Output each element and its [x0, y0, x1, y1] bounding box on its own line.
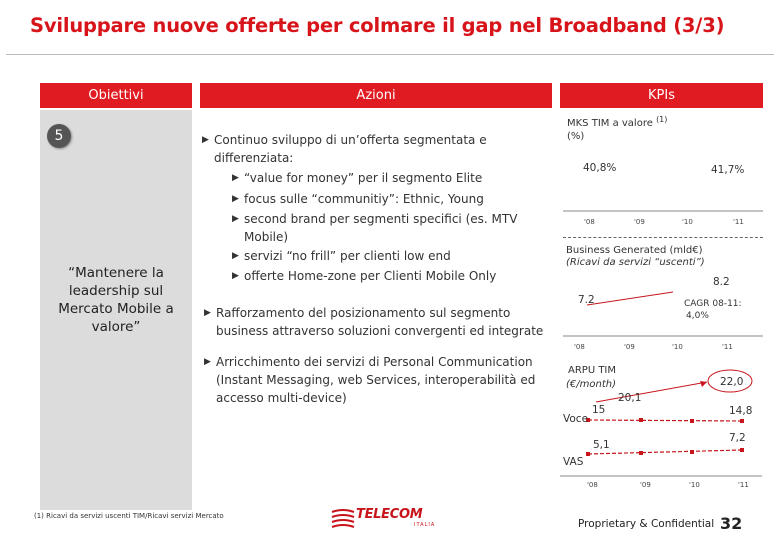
kpi3-voce-line: [588, 420, 742, 421]
action-subitem-text: offerte Home-zone per Clienti Mobile Only: [244, 269, 497, 283]
kpi3-vas-point: [740, 448, 744, 452]
action-subitem-text: servizi “no frill” per clienti low end: [244, 249, 451, 263]
kpi3-vas-line: [588, 450, 742, 454]
action-subitem: [232, 190, 534, 208]
kpi3-vas-start: 5,1: [593, 439, 610, 451]
triangle-bullet-icon: ▶: [232, 194, 239, 204]
kpi1-tick: '10: [682, 218, 693, 226]
kpi1-tick: '09: [634, 218, 645, 226]
kpi1-chart: [563, 170, 763, 220]
triangle-bullet-icon: ▶: [232, 271, 239, 281]
triangle-bullet-icon: ▶: [204, 308, 211, 318]
action-subitem: [232, 267, 544, 285]
kpi1-title-text: MKS TIM a valore: [567, 118, 653, 129]
triangle-bullet-icon: ▶: [232, 173, 239, 183]
kpi3-tick: '11: [738, 481, 749, 489]
kpi3-total-arrow: [596, 382, 707, 402]
kpi2-start-value: 7.2: [578, 294, 595, 306]
kpi3-voce-point: [740, 419, 744, 423]
header-actions: Azioni: [200, 83, 552, 108]
action-item: [202, 131, 514, 167]
kpi3-voce-point: [639, 418, 643, 422]
kpi1-tick: '08: [584, 218, 595, 226]
kpi3-voce-label: Voce: [563, 413, 589, 425]
objective-text: “Mantenere la leadership sul Mercato Mobile a valore”: [58, 265, 174, 335]
kpi2-tick: '08: [574, 343, 585, 351]
kpi3-vas-point: [639, 451, 643, 455]
page-number: 32: [720, 514, 743, 533]
triangle-bullet-icon: ▶: [232, 214, 239, 224]
action-text: Rafforzamento del posizionamento sul segmento business attraverso soluzioni convergenti ed integrate: [216, 306, 544, 338]
kpi1-start-value: 40,8%: [583, 162, 617, 174]
header-objectives: Obiettivi: [40, 83, 192, 108]
confidentiality-label: Proprietary & Confidential: [578, 518, 715, 530]
kpi2-end-value: 8.2: [713, 276, 730, 288]
kpi3-voce-start: 15: [592, 404, 606, 416]
triangle-bullet-icon: ▶: [204, 357, 211, 367]
kpi2-title: Business Generated (mld€): [566, 245, 703, 256]
objective-number-badge: 5: [47, 124, 71, 148]
action-item: [204, 353, 546, 407]
telecom-logo-subtext: ITALIA: [414, 522, 436, 528]
kpi1-unit: (%): [567, 131, 585, 142]
kpi3-vas-end: 7,2: [729, 432, 746, 444]
action-subitem: [232, 247, 534, 265]
kpi2-subtitle: (Ricavi da servizi “uscenti”): [566, 257, 705, 268]
kpi3-total-start: 20,1: [618, 392, 642, 404]
action-text: Arricchimento dei servizi di Personal Communication (Instant Messaging, web Services, interoperabilità ed accesso multi-device): [216, 355, 536, 405]
kpi2-tick: '10: [672, 343, 683, 351]
action-subitem: [232, 210, 524, 246]
header-kpis: KPIs: [560, 83, 763, 108]
kpi2-chart: [563, 280, 763, 342]
title-divider: [6, 54, 774, 55]
kpi3-tick: '10: [689, 481, 700, 489]
kpi3-total-end: 22,0: [720, 376, 744, 388]
action-subitem-text: “value for money” per il segmento Elite: [244, 171, 483, 185]
footnote: (1) Ricavi da servizi uscenti TIM/Ricavi servizi Mercato: [34, 512, 224, 520]
action-subitem-text: focus sulle “communitiy”: Ethnic, Young: [244, 192, 484, 206]
kpi1-end-value: 41,7%: [711, 164, 745, 176]
telecom-logo-text: TELECOM: [356, 507, 423, 522]
kpi2-tick: '09: [624, 343, 635, 351]
kpi1-title: [567, 115, 668, 129]
kpi3-tick: '08: [587, 481, 598, 489]
kpi3-voce-end: 14,8: [729, 405, 753, 417]
kpi3-unit: (€/month): [566, 379, 616, 390]
kpi2-tick: '11: [722, 343, 733, 351]
kpi3-title: ARPU TIM: [568, 365, 617, 376]
triangle-bullet-icon: ▶: [232, 251, 239, 261]
kpi3-tick: '09: [640, 481, 651, 489]
kpi3-vas-point: [690, 450, 694, 454]
kpi3-voce-point: [690, 419, 694, 423]
kpi3-vas-label: VAS: [563, 456, 584, 468]
kpi1-footnote-ref: (1): [656, 115, 668, 124]
kpi3-vas-point: [586, 452, 590, 456]
action-item: [204, 304, 546, 340]
kpi-separator: [563, 237, 763, 238]
kpi2-cagr-label: CAGR 08-11:: [684, 299, 742, 309]
action-subitem: [232, 169, 534, 187]
kpi2-trend-line: [587, 292, 673, 305]
arrow-head-icon: [700, 381, 707, 387]
action-text: Continuo sviluppo di un’offerta segmentata e differenziata:: [214, 133, 487, 165]
kpi1-tick: '11: [733, 218, 744, 226]
page-title: Sviluppare nuove offerte per colmare il gap nel Broadband (3/3): [30, 14, 725, 37]
triangle-bullet-icon: ▶: [202, 135, 209, 145]
kpi2-cagr-value: 4,0%: [686, 311, 709, 321]
telecom-logo-icon: [330, 507, 356, 529]
action-subitem-text: second brand per segmenti specifici (es. MTV Mobile): [244, 212, 518, 244]
